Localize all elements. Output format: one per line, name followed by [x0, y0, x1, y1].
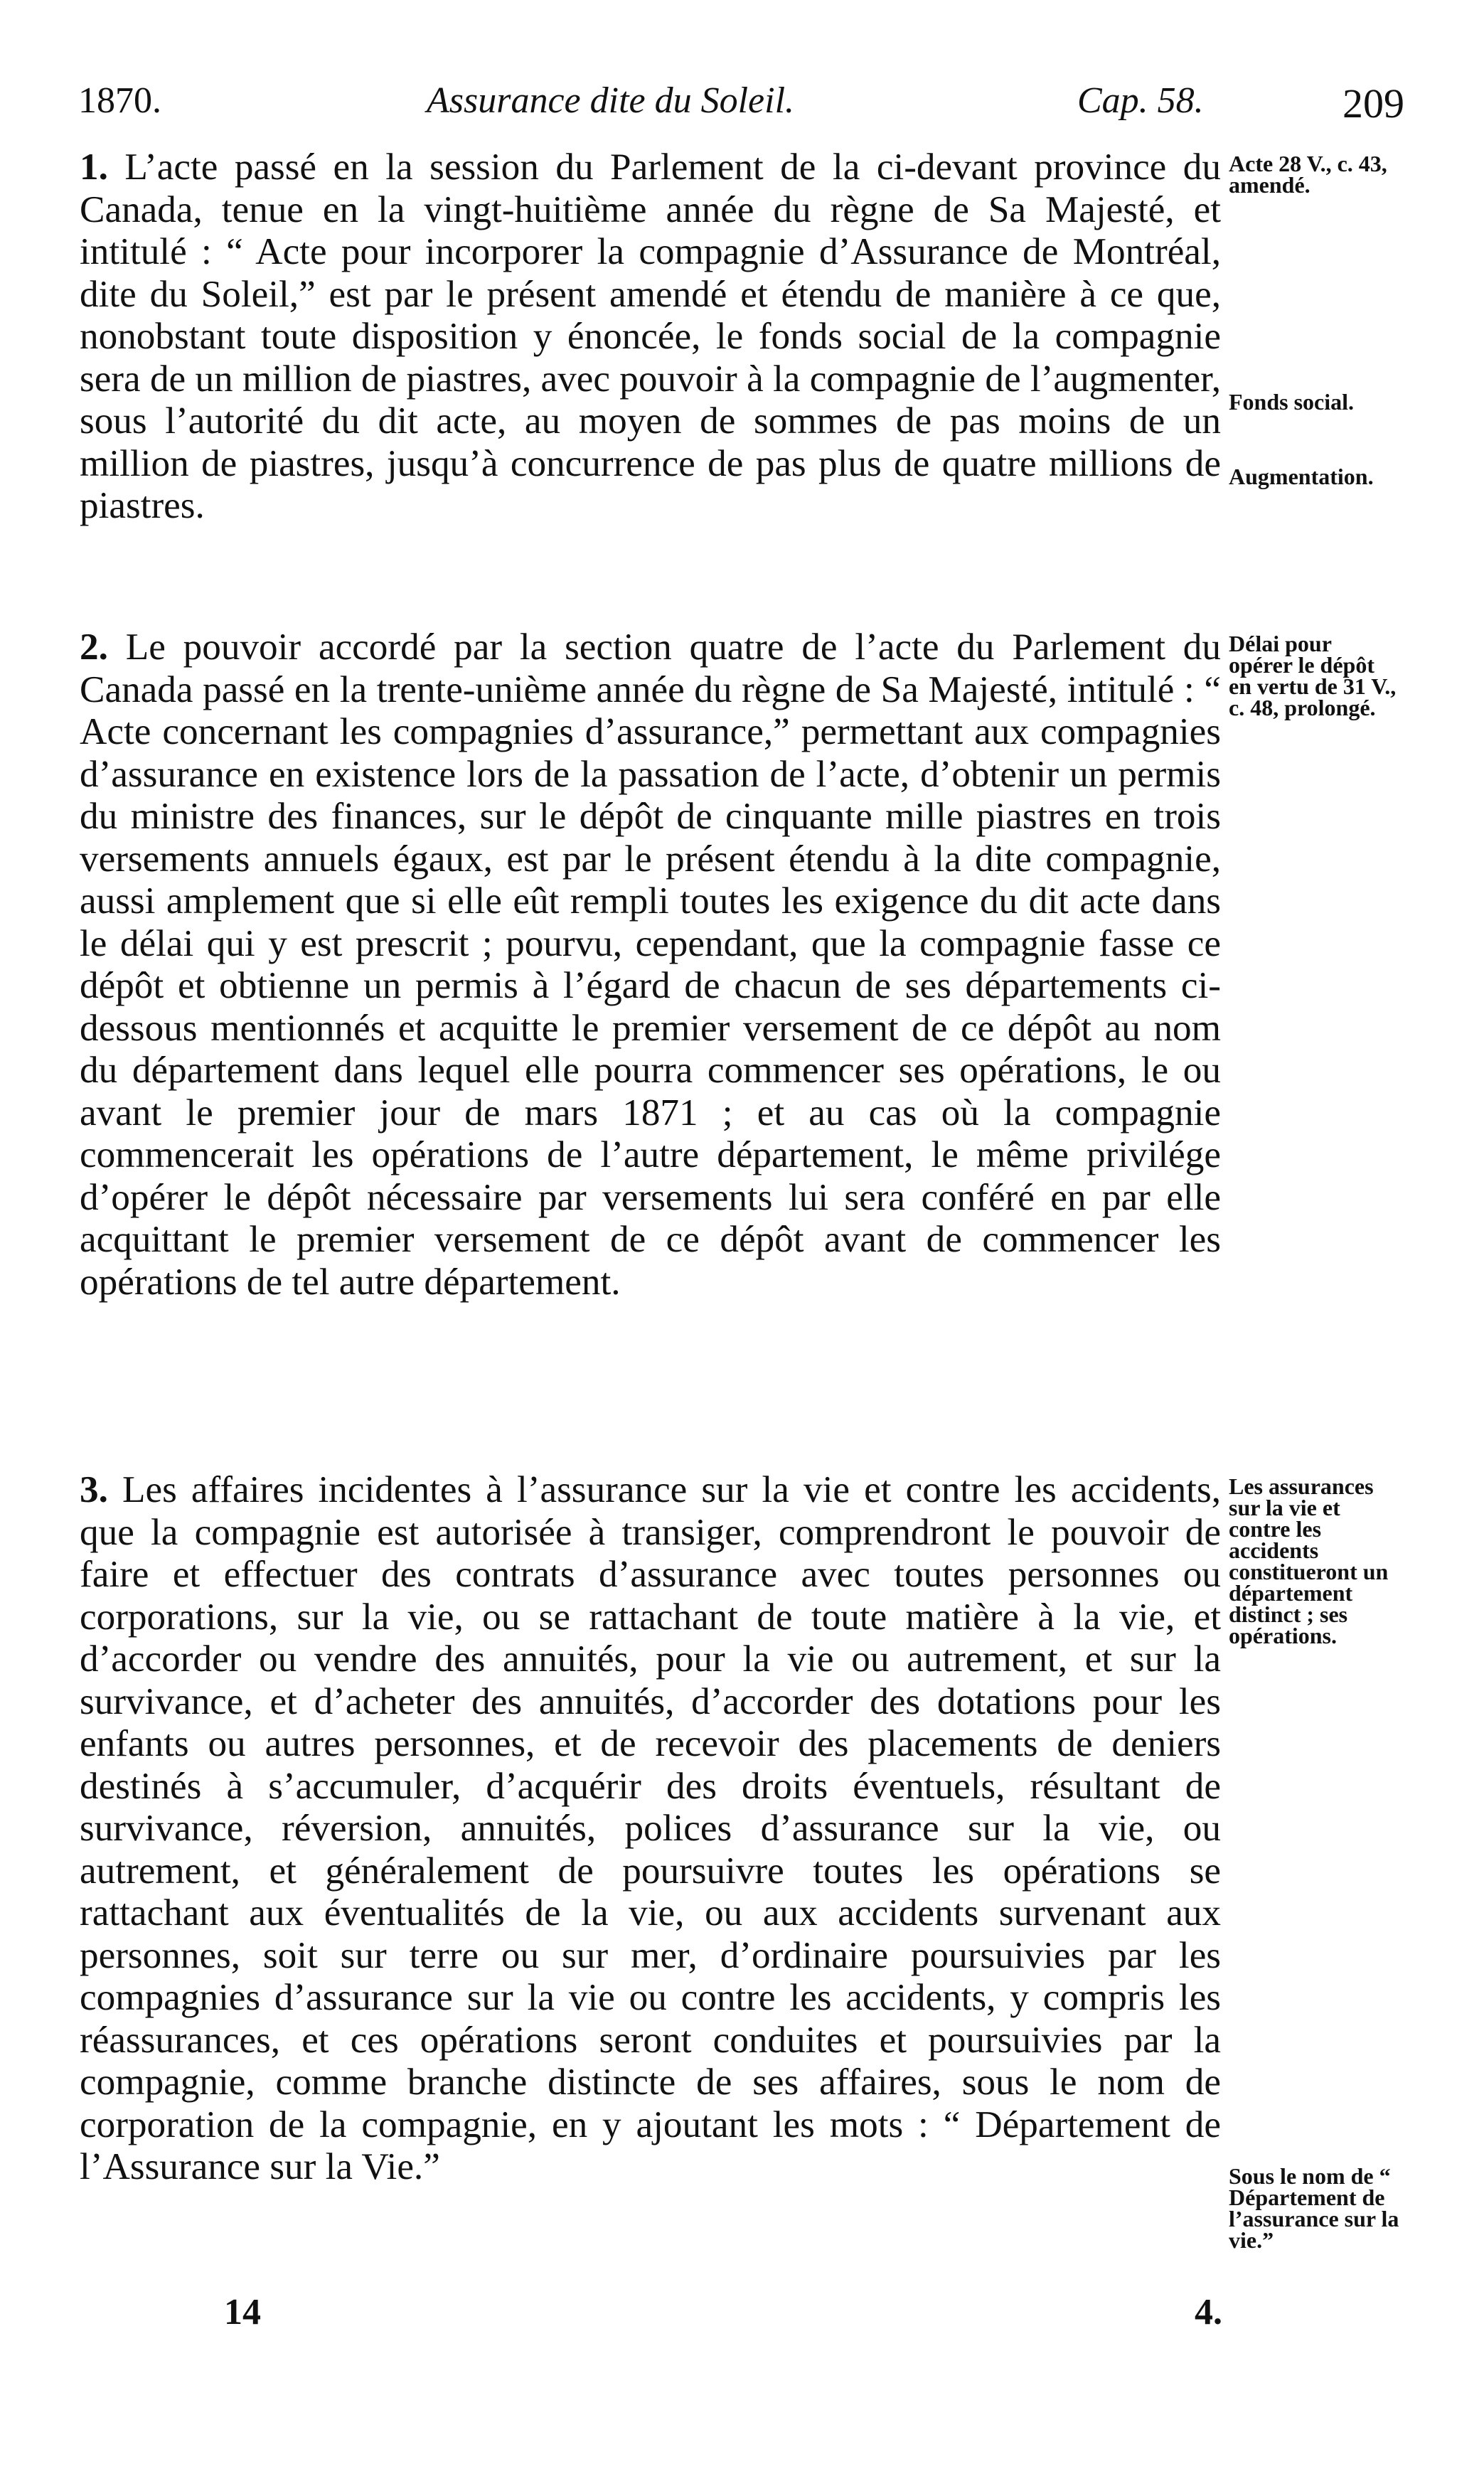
catchword: 4.: [1195, 2292, 1222, 2332]
running-header: [78, 80, 1404, 137]
section-1: [80, 146, 1221, 527]
margin-note-increase: Augmentation.: [1229, 464, 1374, 489]
margin-note-deposit-delay: Délai pour opérer le dépôt en vertu de 31 V., c. 48, prolongé.: [1229, 631, 1397, 720]
signature-mark: 14: [224, 2292, 261, 2332]
section-text: Les affaires incidentes à l’assurance sur la vie et contre les accidents, que la compagnie est autorisée à transiger, comprendront le pouvoir de faire et effectuer des contrats d’assurance avec toutes personnes ou corporations, sur la vie, ou se rattachant de toute matière à la vie, et d’accorder ou vendre des annuités, pour la vie ou autrement, et sur la survivance, et d’acheter des annuités, d’accorder des dotations pour les enfants ou autres personnes, et de recevoir des placements de deniers destinés à s’accumuler, d’acquérir des droits éventuels, résultant de survivance, réversion, annuités, polices d’assurance sur la vie, ou autrement, et généralement de poursuivre toutes les opérations se rattachant aux éventualités de la vie, ou aux accidents survenant aux personnes, soit sur terre ou sur mer, d’ordinaire poursuivies par les compagnies d’assurance sur la vie ou contre les accidents, y compris les réassurances, et ces opérations seront conduites et poursuivies par la compagnie, comme branche distincte de ses affaires, sous le nom de corporation de la compagnie, en y ajoutant les mots : “ Département de l’Assurance sur la Vie.”: [80, 1468, 1221, 2187]
margin-note-department-name: Sous le nom de “ Département de l’assurance sur la vie.”: [1229, 2163, 1399, 2253]
page-number: 209: [1342, 80, 1404, 127]
section-number: 3.: [80, 1468, 108, 1510]
section-text: L’acte passé en la session du Parlement de la ci-devant province du Canada, tenue en la vingt-huitième année du règne de Sa Majesté, et intitulé : “ Acte pour incorporer la compagnie d’Assurance de Montréal, dite du Soleil,” est par le présent amendé et étendu de manière à ce que, nonobstant toute disposition y énoncée, le fonds social de la compagnie sera de un million de piastres, avec pouvoir à la compagnie de l’augmenter, sous l’autorité du dit acte, au moyen de sommes de pas moins de un million de piastres, jusqu’à concurrence de pas plus de quatre millions de piastres.: [80, 146, 1221, 526]
margin-note-capital: Fonds social.: [1229, 389, 1355, 415]
section-number: 1.: [80, 146, 108, 188]
section-text: Le pouvoir accordé par la section quatre de l’acte du Parlement du Canada passé en la trente-unième année du règne de Sa Majesté, intitulé : “ Acte concernant les compagnies d’assurance,” permettant aux compagnies d’assurance en existence lors de la passation de l’acte, d’obtenir un permis du ministre des finances, sur le dépôt de cinquante mille piastres en trois versements annuels égaux, est par le présent étendu à la dite compagnie, aussi amplement que si elle eût rempli toutes les exigence du dit acte dans le délai qui y est prescrit ; pourvu, cependant, que la compagnie fasse ce dépôt et obtienne un permis à l’égard de chacun de ses départements ci-dessous mentionnés et acquitte le premier versement de ce dépôt au nom du département dans lequel elle pourra commencer ses opérations, le ou avant le premier jour de mars 1871 ; et au cas où la compagnie commencerait les opérations de l’autre département, le même privilége d’opérer le dépôt nécessaire par versements lui sera conféré en par elle acquittant le premier versement de ce dépôt avant de commencer les opérations de tel autre département.: [80, 626, 1221, 1303]
header-chapter: Cap. 58.: [1077, 80, 1204, 121]
margin-note-act-amended: Acte 28 V., c. 43, amendé.: [1229, 151, 1387, 198]
header-title: Assurance dite du Soleil.: [427, 80, 795, 121]
section-3: [80, 1468, 1221, 2188]
margin-note-life-department: Les assurances sur la vie et contre les accidents constitueront un département distinct ; ses opérations.: [1229, 1473, 1389, 1648]
section-2: [80, 626, 1221, 1303]
header-year: 1870.: [78, 80, 161, 121]
section-number: 2.: [80, 626, 108, 668]
